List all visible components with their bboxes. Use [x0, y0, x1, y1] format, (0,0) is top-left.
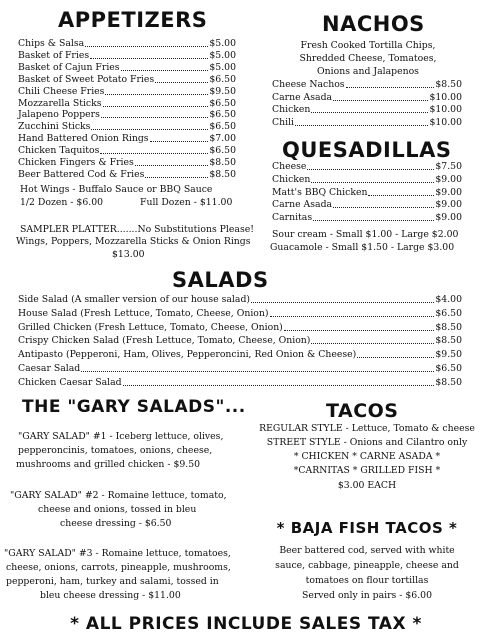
salad-name: Crispy Chicken Salad (Fresh Lettuce, Tomato, Cheese, Onion) [18, 335, 311, 347]
appetizer-price: $6.50 [209, 109, 236, 121]
gary-salads-title: THE "GARY SALADS"... [22, 397, 246, 417]
appetizer-row [18, 169, 236, 180]
nacho-row [272, 79, 462, 90]
appetizer-row [18, 109, 236, 120]
appetizer-row [18, 98, 236, 109]
dotted-leader [135, 165, 209, 166]
appetizer-name: Hand Battered Onion Rings [18, 133, 149, 145]
salad-row [18, 322, 462, 333]
appetizer-name: Jalapeno Poppers [18, 109, 100, 121]
salad-row [18, 377, 462, 388]
appetizer-row [18, 121, 236, 132]
dotted-leader [155, 82, 208, 83]
quesadilla-name: Carnitas [272, 212, 313, 224]
salad-price: $8.50 [435, 376, 462, 388]
quesadilla-name: Chicken [272, 173, 311, 185]
salad-price: $6.50 [435, 307, 462, 319]
dotted-leader [100, 153, 208, 154]
sales-tax-footer: * ALL PRICES INCLUDE SALES TAX * [70, 614, 422, 634]
nacho-row [272, 117, 462, 128]
appetizer-row [18, 86, 236, 97]
dotted-leader [103, 106, 209, 107]
salad-price: $9.50 [435, 349, 462, 361]
salad-name: Antipasto (Pepperoni, Ham, Olives, Pepperoncini, Red Onion & Cheese) [18, 349, 357, 361]
appetizer-name: Basket of Cajun Fries [18, 61, 120, 73]
dotted-leader [123, 385, 435, 386]
quesadilla-row [272, 199, 462, 210]
appetizer-price: $5.00 [209, 61, 236, 73]
salad-price: $4.00 [435, 294, 462, 305]
gary-salad-1-line2: pepperoncinis, tomatoes, onions, cheese, [18, 445, 213, 456]
tacos-options-1: * CHICKEN * CARNE ASADA * [293, 451, 441, 462]
dotted-leader [295, 125, 428, 126]
dotted-leader [145, 177, 208, 178]
salad-row [18, 335, 462, 346]
gary-salad-1-line3: mushrooms and grilled chicken - $9.50 [16, 459, 201, 470]
salad-name: Caesar Salad [18, 363, 81, 374]
appetizer-price: $7.00 [209, 133, 236, 145]
salad-price: $6.50 [435, 363, 462, 374]
nacho-name: Chili [272, 116, 295, 128]
dotted-leader [121, 70, 209, 71]
gary-salad-1-line1: "GARY SALAD" #1 - Iceberg lettuce, olives, [18, 431, 224, 442]
appetizer-name: Basket of Sweet Potato Fries [18, 73, 155, 85]
nachos-title: NACHOS [322, 12, 425, 36]
appetizer-name: Chicken Fingers & Fries [18, 157, 134, 168]
appetizer-price: $8.50 [209, 168, 236, 180]
appetizer-row [18, 145, 236, 156]
nacho-row [272, 104, 462, 115]
salad-name: Grilled Chicken (Fresh Lettuce, Tomato, Cheese, Onion) [18, 321, 283, 333]
dotted-leader [81, 371, 434, 372]
gary-salad-2-line3: cheese dressing - $6.50 [60, 518, 172, 529]
appetizers-title: APPETIZERS [58, 8, 208, 32]
quesadilla-name: Cheese [272, 161, 307, 172]
wings-line: Hot Wings - Buffalo Sauce or BBQ Sauce [20, 184, 213, 195]
gary-salad-2-line2: cheese and onions, tossed in bleu [38, 504, 197, 515]
appetizer-price: $5.00 [209, 49, 236, 61]
salad-row [18, 349, 462, 360]
dotted-leader [251, 302, 434, 303]
sampler-line1: SAMPLER PLATTER.......No Substitutions Please! [20, 224, 254, 235]
tacos-street-style: STREET STYLE - Onions and Cilantro only [266, 437, 468, 448]
nacho-price: $8.50 [435, 79, 462, 90]
quesadilla-price: $9.00 [435, 173, 462, 185]
gary-salad-3-line1: "GARY SALAD" #3 - Romaine lettuce, tomatoes, [4, 548, 231, 559]
dotted-leader [85, 46, 208, 47]
nachos-desc1: Fresh Cooked Tortilla Chips, [300, 40, 436, 51]
salad-row [18, 294, 462, 305]
appetizer-name: Mozzarella Sticks [18, 97, 102, 109]
appetizer-name: Zucchini Sticks [18, 121, 91, 133]
salad-name: House Salad (Fresh Lettuce, Tomato, Cheese, Onion) [18, 307, 269, 319]
quesadilla-price: $9.00 [435, 212, 462, 224]
dotted-leader [91, 129, 208, 130]
appetizer-price: $6.50 [209, 121, 236, 133]
appetizer-name: Beer Battered Cod & Fries [18, 168, 145, 180]
baja-line4: Served only in pairs - $6.00 [301, 590, 432, 601]
tacos-price: $3.00 EACH [337, 480, 397, 491]
salad-name: Side Salad (A smaller version of our house salad) [18, 294, 251, 305]
dotted-leader [368, 195, 434, 196]
tacos-options-2: *CARNITAS * GRILLED FISH * [293, 465, 441, 476]
appetizer-name: Chicken Taquitos [18, 145, 100, 157]
quesadillas-title: QUESADILLAS [282, 138, 452, 162]
guacamole-line: Guacamole - Small $1.50 - Large $3.00 [270, 242, 455, 253]
salad-price: $8.50 [435, 321, 462, 333]
nachos-desc3: Onions and Jalapenos [317, 66, 419, 77]
appetizer-price: $6.50 [209, 97, 236, 109]
nacho-row [272, 92, 462, 103]
appetizer-price: $5.00 [209, 38, 236, 49]
quesadilla-row [272, 212, 462, 223]
gary-salad-3-line2: cheese, onions, carrots, pineapple, mushrooms, [6, 562, 231, 573]
quesadilla-row [272, 187, 462, 198]
dotted-leader [346, 87, 435, 88]
appetizer-price: $9.50 [209, 85, 236, 97]
quesadilla-row [272, 161, 462, 172]
appetizer-row [18, 38, 236, 49]
dotted-leader [357, 357, 434, 358]
quesadilla-price: $9.00 [435, 199, 462, 211]
salad-row [18, 363, 462, 374]
sampler-line2: Wings, Poppers, Mozzarella Sticks & Onion Rings [16, 236, 251, 247]
dotted-leader [270, 316, 435, 317]
appetizer-name: Chili Cheese Fries [18, 85, 105, 97]
quesadilla-price: $7.50 [435, 161, 462, 172]
dotted-leader [313, 220, 434, 221]
appetizer-row [18, 50, 236, 61]
salads-title: SALADS [172, 268, 269, 292]
dotted-leader [333, 100, 428, 101]
quesadilla-row [272, 174, 462, 185]
appetizer-name: Basket of Fries [18, 49, 90, 61]
salad-row [18, 308, 462, 319]
quesadilla-name: Matt's BBQ Chicken [272, 186, 368, 198]
salad-name: Chicken Caesar Salad [18, 376, 122, 388]
nacho-price: $10.00 [429, 116, 462, 128]
wings-half-dozen: 1/2 Dozen - $6.00 [20, 197, 104, 208]
tacos-regular-style: REGULAR STYLE - Lettuce, Tomato & cheese [259, 423, 475, 434]
appetizer-row [18, 157, 236, 168]
dotted-leader [311, 112, 428, 113]
dotted-leader [105, 94, 208, 95]
quesadilla-price: $9.00 [435, 186, 462, 198]
nacho-name: Cheese Nachos [272, 79, 345, 90]
appetizer-row [18, 133, 236, 144]
dotted-leader [101, 117, 209, 118]
sampler-price: $13.00 [112, 249, 145, 260]
baja-line1: Beer battered cod, served with white [279, 545, 455, 556]
gary-salad-2-line1: "GARY SALAD" #2 - Romaine lettuce, tomato, [10, 490, 227, 501]
nacho-name: Chicken [272, 104, 311, 116]
salad-price: $8.50 [435, 335, 462, 347]
appetizer-row [18, 62, 236, 73]
nacho-name: Carne Asada [272, 91, 333, 103]
appetizer-price: $6.50 [209, 145, 236, 157]
nacho-price: $10.00 [429, 104, 462, 116]
appetizer-price: $8.50 [209, 157, 236, 168]
baja-fish-tacos-title: * BAJA FISH TACOS * [276, 519, 458, 537]
nachos-desc2: Shredded Cheese, Tomatoes, [299, 53, 437, 64]
gary-salad-3-line4: bleu cheese dressing - $11.00 [40, 590, 181, 601]
dotted-leader [311, 182, 434, 183]
dotted-leader [307, 169, 434, 170]
dotted-leader [150, 141, 209, 142]
gary-salad-3-line3: pepperoni, ham, turkey and salami, tossed in [6, 576, 219, 587]
dotted-leader [284, 330, 435, 331]
appetizer-name: Chips & Salsa [18, 38, 85, 49]
appetizer-price: $6.50 [209, 73, 236, 85]
baja-line3: tomatoes on flour tortillas [305, 575, 429, 586]
dotted-leader [90, 58, 208, 59]
wings-full-dozen: Full Dozen - $11.00 [140, 197, 233, 208]
appetizer-row [18, 74, 236, 85]
tacos-title: TACOS [326, 400, 399, 422]
sour-cream-line: Sour cream - Small $1.00 - Large $2.00 [272, 229, 459, 240]
quesadilla-name: Carne Asada [272, 199, 333, 211]
baja-line2: sauce, cabbage, pineapple, cheese and [275, 560, 459, 571]
dotted-leader [333, 207, 434, 208]
nacho-price: $10.00 [429, 91, 462, 103]
dotted-leader [311, 343, 434, 344]
